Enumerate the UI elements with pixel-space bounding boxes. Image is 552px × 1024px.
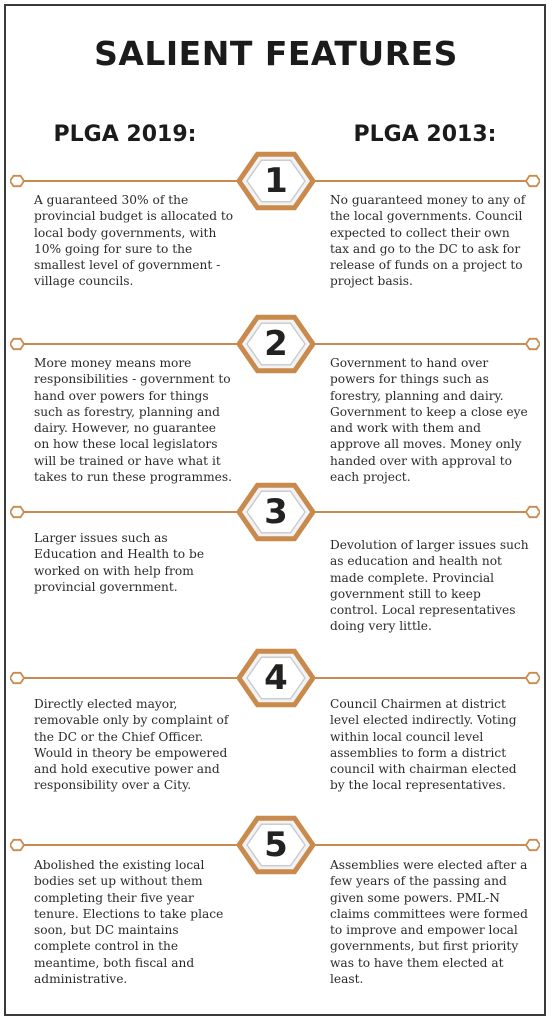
feature-2-number: 2 (264, 324, 288, 364)
feature-4-number: 4 (264, 658, 288, 698)
feature-5-plga-2019-text: Abolished the existing local bodies set up without them completing their five year tenure. Elections to take place soon, but DC maintains complete control in the meantime, both fiscal and administrative. (34, 858, 224, 987)
left-end-hex-icon (10, 176, 24, 186)
left-end-hex-icon (10, 507, 24, 517)
feature-4-number-hexagon (237, 644, 315, 712)
feature-4-plga-2013-text: Council Chairmen at district level elected indirectly. Voting within local council level assemblies to form a district council with chairman elected by the local representatives. (330, 697, 517, 793)
column-heading-plga-2019: PLGA 2019: (53, 122, 197, 147)
feature-2-plga-2019-text: More money means more responsibilities - government to hand over powers for things such as forestry, planning and dairy. However, no guarantee on how these local legislators will be trained or have what it takes to run these programmes. (34, 356, 233, 485)
feature-2-plga-2013-text: Government to hand over powers for things such as forestry, planning and dairy. Government to keep a close eye and work with them and approve all moves. Money only handed over with approval to each project. (330, 356, 528, 485)
right-end-hex-icon (526, 176, 540, 186)
right-end-hex-icon (526, 840, 540, 850)
feature-3-number-hexagon (237, 478, 315, 546)
feature-1-number-hexagon (237, 147, 315, 215)
page-title: SALIENT FEATURES (94, 34, 458, 73)
feature-3-plga-2013-text: Devolution of larger issues such as education and health not made complete. Provincial government still to keep control. Local representatives doing very little. (330, 538, 529, 634)
feature-1-number: 1 (264, 161, 288, 201)
column-heading-plga-2013: PLGA 2013: (353, 122, 497, 147)
right-end-hex-icon (526, 507, 540, 517)
feature-5-plga-2013-text: Assemblies were elected after a few years of the passing and given some powers. PML-N claims committees were formed to improve and empower local governments, but first priority was to have them elected at least. (330, 858, 528, 987)
right-end-hex-icon (526, 339, 540, 349)
left-end-hex-icon (10, 840, 24, 850)
feature-4-plga-2019-text: Directly elected mayor, removable only by complaint of the DC or the Chief Officer. Would in theory be empowered and hold executive power and responsibility over a City. (34, 697, 229, 793)
right-end-hex-icon (526, 673, 540, 683)
feature-2-number-hexagon (237, 310, 315, 378)
feature-3-number: 3 (264, 492, 288, 532)
feature-5-number: 5 (264, 825, 288, 865)
feature-1-plga-2013-text: No guaranteed money to any of the local governments. Council expected to collect their own tax and go to the DC to ask for release of funds on a project to project basis. (330, 193, 526, 289)
feature-5-number-hexagon (237, 811, 315, 879)
left-end-hex-icon (10, 339, 24, 349)
left-end-hex-icon (10, 673, 24, 683)
feature-3-plga-2019-text: Larger issues such as Education and Health to be worked on with help from provincial government. (34, 531, 205, 594)
feature-1-plga-2019-text: A guaranteed 30% of the provincial budget is allocated to local body governments, with 10% going for sure to the smallest level of government - village councils. (34, 193, 234, 289)
